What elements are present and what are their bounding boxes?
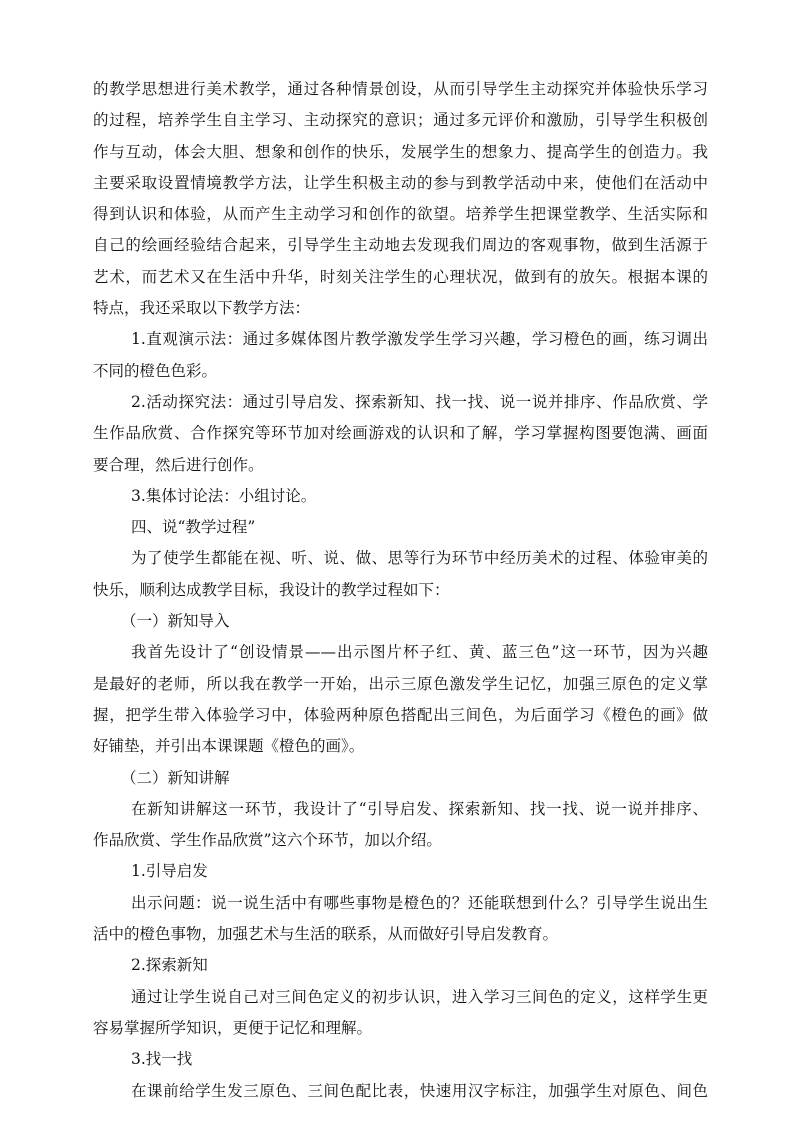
document-page [93, 74, 708, 1107]
text-line: 通过让学生说自己对三间色定义的初步认识，进入学习三间色的定义，这样学生更 [131, 987, 708, 1006]
text-line: 的教学思想进行美术教学，通过各种情景创设，从而引导学生主动探究并体验快乐学习 [93, 80, 708, 98]
text-line: （二）新知讲解 [121, 768, 230, 787]
text-line: 的过程，培养学生自主学习、主动探究的意识；通过多元评价和激励，引导学生积极创 [93, 111, 708, 130]
text-line: （一）新知导入 [121, 612, 230, 631]
text-line: 好铺垫，并引出本课课题《橙色的画》。 [93, 737, 365, 756]
text-line: 1.直观演示法：通过多媒体图片教学激发学生学习兴趣，学习橙色的画，练习调出 [131, 330, 708, 349]
text-line: 四、说“教学过程” [131, 518, 256, 537]
text-line: 握，把学生带入体验学习中，体验两种原色搭配出三间色，为后面学习《橙色的画》做 [93, 705, 708, 724]
text-line: 快乐，顺利达成教学目标，我设计的教学过程如下： [93, 580, 450, 599]
text-line: 主要采取设置情境教学方法，让学生积极主动的参与到教学活动中来，使他们在活动中 [93, 173, 708, 192]
text-line: 在新知讲解这一环节，我设计了“引导启发、探索新知、找一找、说一说并排序、 [131, 799, 708, 818]
text-line: 艺术，而艺术又在生活中升华，时刻关注学生的心理状况，做到有的放矢。根据本课的 [93, 267, 708, 286]
text-line: 为了使学生都能在视、听、说、做、思等行为环节中经历美术的过程、体验审美的 [131, 549, 708, 568]
text-line: 2.活动探究法：通过引导启发、探索新知、找一找、说一说并排序、作品欣赏、学 [131, 392, 708, 411]
text-line: 特点，我还采取以下教学方法： [93, 299, 311, 318]
text-line: 出示问题：说一说生活中有哪些事物是橙色的？还能联想到什么？引导学生说出生 [131, 893, 708, 912]
text-line: 是最好的老师，所以我在教学一开始，出示三原色激发学生记忆，加强三原色的定义掌 [93, 674, 708, 693]
text-line: 得到认识和体验，从而产生主动学习和创作的欲望。培养学生把课堂教学、生活实际和 [93, 205, 708, 224]
text-line: 1.引导启发 [131, 862, 208, 881]
text-line: 生作品欣赏、合作探究等环节加对绘画游戏的认识和了解，学习掌握构图要饱满、画面 [93, 424, 708, 443]
text-line: 我首先设计了“创设情景——出示图片杯子红、黄、蓝三色”这一环节，因为兴趣 [131, 643, 708, 662]
text-line: 在课前给学生发三原色、三间色配比表，快速用汉字标注，加强学生对原色、间色 [131, 1081, 708, 1100]
text-line: 3.找一找 [131, 1050, 193, 1069]
text-line: 自己的绘画经验结合起来，引导学生主动地去发现我们周边的客观事物，做到生活源于 [93, 236, 708, 255]
text-line: 活中的橙色事物，加强艺术与生活的联系，从而做好引导启发教育。 [93, 925, 559, 944]
text-line: 不同的橙色色彩。 [93, 361, 218, 380]
text-line: 3.集体讨论法：小组讨论。 [131, 486, 317, 505]
text-line: 容易掌握所学知识，更便于记忆和理解。 [93, 1018, 373, 1037]
text-line: 要合理，然后进行创作。 [93, 455, 264, 474]
text-line: 作与互动，体会大胆、想象和创作的快乐，发展学生的想象力、提高学生的创造力。我 [93, 142, 708, 161]
text-line: 2.探索新知 [131, 956, 208, 975]
text-line: 作品欣赏、学生作品欣赏”这六个环节，加以介绍。 [93, 831, 442, 850]
